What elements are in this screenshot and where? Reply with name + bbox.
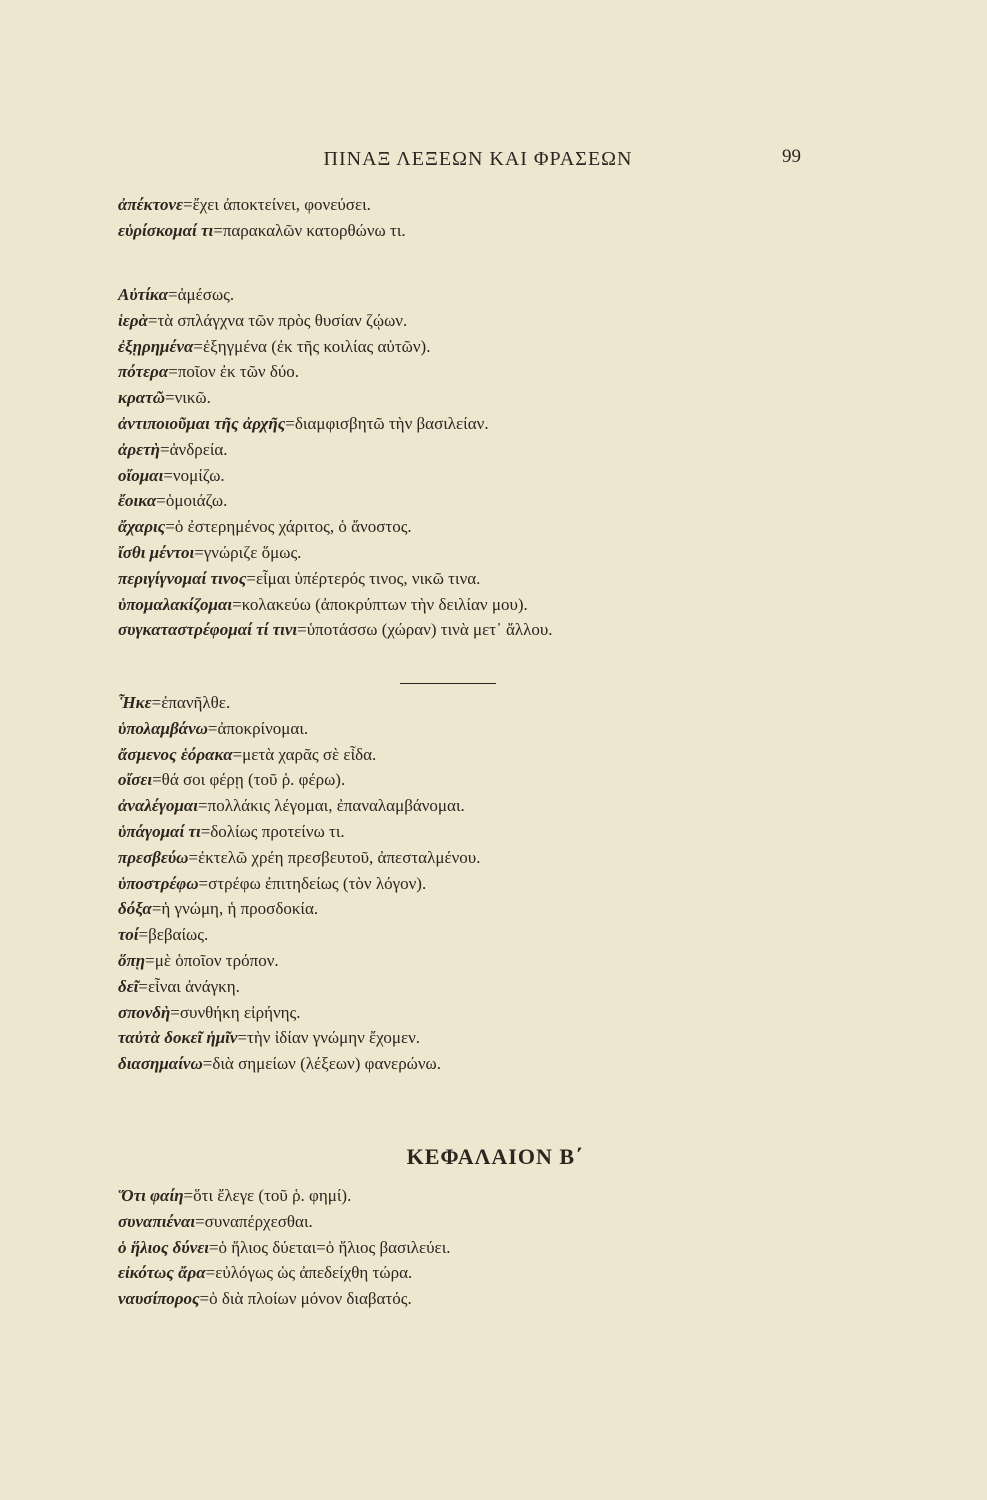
glossary-entry	[118, 1051, 858, 1077]
glossary-term: δόξα	[118, 899, 152, 919]
glossary-definition: =ἀνδρεία.	[160, 439, 228, 459]
glossary-term: κρατῶ	[118, 388, 166, 408]
glossary-term: ὑπάγομαί τι	[118, 821, 201, 841]
glossary-entry	[118, 617, 858, 643]
glossary-term: πότερα	[118, 362, 169, 382]
glossary-term: ὁ ἥλιος δύνει	[118, 1237, 209, 1257]
glossary-definition: =πολλάκις λέγομαι, ἐπαναλαμβάνομαι.	[198, 796, 465, 816]
glossary-entry	[118, 192, 858, 218]
glossary-term: ἴσθι μέντοι	[118, 542, 195, 562]
glossary-entry	[118, 845, 858, 871]
glossary-term: ἐξῃρημένα	[118, 336, 194, 356]
glossary-term: πρεσβεύω	[118, 847, 189, 867]
glossary-entry	[118, 385, 858, 411]
glossary-entry	[118, 592, 858, 618]
glossary-definition: =διὰ σημείων (λέξεων) φανερώνω.	[202, 1054, 441, 1074]
glossary-entry	[118, 948, 858, 974]
glossary-definition: =ἀμέσως.	[168, 285, 235, 304]
glossary-entry	[118, 334, 858, 360]
glossary-term: Ἧκε	[118, 693, 152, 712]
glossary-definition: =νομίζω.	[163, 465, 225, 485]
glossary-term: ὅπῃ	[118, 950, 146, 970]
glossary-definition: =ἀποκρίνομαι.	[207, 718, 309, 738]
glossary-term: ἀρετὴ	[118, 439, 161, 459]
glossary-entry	[118, 1260, 858, 1286]
glossary-entry	[118, 974, 858, 1000]
glossary-term: συναπιέναι	[118, 1211, 196, 1231]
glossary-entry	[118, 308, 858, 334]
glossary-definition: =διαμφισβητῶ τὴν βασιλείαν.	[285, 413, 489, 433]
glossary-definition: =ὑποτάσσω (χώραν) τινὰ μετ᾽ ἄλλου.	[297, 620, 553, 640]
glossary-term: ὑποστρέφω	[118, 873, 199, 893]
running-header: ΠΙΝΑΞ ΛΕΞΕΩΝ ΚΑΙ ΦΡΑΣΕΩΝ	[323, 148, 633, 170]
glossary-term: ἀναλέγομαι	[118, 796, 199, 816]
glossary-group-3	[118, 690, 858, 1077]
glossary-entry	[118, 819, 858, 845]
glossary-entry	[118, 1025, 858, 1051]
glossary-definition: =ἔχει ἀποκτείνει, φονεύσει.	[183, 195, 371, 214]
glossary-definition: =παρακαλῶν κατορθώνω τι.	[213, 220, 406, 240]
glossary-entry	[118, 282, 858, 308]
glossary-definition: =συνθήκη εἰρήνης.	[170, 1002, 301, 1022]
glossary-entry	[118, 1183, 858, 1209]
glossary-term: εὑρίσκομαί τι	[118, 220, 214, 240]
glossary-definition: =τὰ σπλάγχνα τῶν πρὸς θυσίαν ζῴων.	[147, 310, 408, 330]
glossary-definition: =ποῖον ἐκ τῶν δύο.	[168, 362, 300, 382]
glossary-term: ὑπολαμβάνω	[118, 718, 208, 738]
glossary-definition: =δολίως προτείνω τι.	[200, 821, 345, 841]
glossary-term: συγκαταστρέφομαί τί τινι	[118, 620, 298, 640]
chapter-heading: ΚΕΦΑΛΑΙΟΝ Β΄	[406, 1144, 584, 1169]
glossary-term: Αὐτίκα	[118, 285, 169, 304]
glossary-definition: =ὁ ἐστερημένος χάριτος, ὁ ἄνοστος.	[165, 517, 412, 537]
glossary-entry	[118, 1286, 858, 1312]
glossary-term: ταὐτὰ δοκεῖ ἡμῖν	[118, 1028, 238, 1048]
section-divider	[400, 683, 496, 684]
glossary-definition: =εἶμαι ὑπέρτερός τινος, νικῶ τινα.	[246, 568, 481, 588]
glossary-entry	[118, 218, 858, 244]
glossary-term: ναυσίπορος	[118, 1289, 200, 1309]
glossary-definition: =ἐξηγμένα (ἐκ τῆς κοιλίας αὐτῶν).	[193, 336, 431, 356]
glossary-entry	[118, 871, 858, 897]
glossary-entry	[118, 1235, 858, 1261]
glossary-entry	[118, 514, 858, 540]
glossary-entry	[118, 1000, 858, 1026]
glossary-definition: =στρέφω ἐπιτηδείως (τὸν λόγον).	[198, 873, 427, 893]
glossary-definition: =θά σοι φέρῃ (τοῦ ῥ. φέρω).	[152, 770, 346, 790]
glossary-group-4	[118, 1183, 858, 1312]
glossary-term: περιγίγνομαί τινος	[118, 568, 247, 588]
glossary-entry	[118, 742, 858, 768]
glossary-term: οἴομαι	[118, 465, 164, 485]
glossary-term: οἴσει	[118, 770, 153, 790]
glossary-definition: =κολακεύω (ἀποκρύπτων τὴν δειλίαν μου).	[232, 594, 528, 614]
glossary-entry	[118, 690, 858, 716]
glossary-definition: =νικῶ.	[165, 388, 211, 408]
glossary-term: Ὅτι φαίη	[118, 1186, 184, 1205]
glossary-definition: =εἶναι ἀνάγκη.	[138, 976, 240, 996]
glossary-term: διασημαίνω	[118, 1054, 203, 1074]
glossary-entry	[118, 540, 858, 566]
glossary-term: ἀπέκτονε	[118, 195, 183, 214]
glossary-definition: =μετὰ χαρᾶς σὲ εἶδα.	[232, 744, 377, 764]
glossary-entry	[118, 922, 858, 948]
glossary-entry	[118, 793, 858, 819]
glossary-entry	[118, 359, 858, 385]
glossary-entry	[118, 767, 858, 793]
glossary-entry	[118, 437, 858, 463]
glossary-definition: =τὴν ἰδίαν γνώμην ἔχομεν.	[237, 1028, 421, 1048]
glossary-group-1	[118, 192, 858, 244]
glossary-term: δεῖ	[118, 976, 139, 996]
glossary-term: ἔοικα	[118, 491, 157, 511]
glossary-term: εἰκότως ἄρα	[118, 1263, 206, 1283]
glossary-term: ἄχαρις	[118, 517, 166, 537]
page-number: 99	[782, 146, 801, 167]
glossary-definition: =βεβαίως.	[138, 925, 209, 945]
glossary-term: ὑπομαλακίζομαι	[118, 594, 233, 614]
glossary-definition: =γνώριζε ὅμως.	[194, 542, 302, 562]
glossary-definition: =ὁ ἥλιος δύεται=ὁ ἥλιος βασιλεύει.	[208, 1237, 451, 1257]
glossary-term: σπονδὴ	[118, 1002, 171, 1022]
glossary-term: τοί	[118, 925, 139, 945]
glossary-entry	[118, 411, 858, 437]
glossary-entry	[118, 896, 858, 922]
glossary-entry	[118, 488, 858, 514]
glossary-definition: =εὐλόγως ὡς ἀπεδείχθη τώρα.	[205, 1263, 413, 1283]
glossary-definition: =ὁ διὰ πλοίων μόνον διαβατός.	[199, 1289, 412, 1309]
glossary-definition: =ἐκτελῶ χρέη πρεσβευτοῦ, ἀπεσταλμένου.	[188, 847, 481, 867]
glossary-definition: =ἐπανῆλθε.	[151, 693, 231, 712]
glossary-definition: =μὲ ὁποῖον τρόπον.	[145, 950, 279, 970]
glossary-definition: =συναπέρχεσθαι.	[195, 1211, 313, 1231]
glossary-term: ἄσμενος ἑόρακα	[118, 744, 233, 764]
glossary-group-2	[118, 282, 858, 643]
glossary-entry	[118, 463, 858, 489]
glossary-definition: =ὁμοιάζω.	[156, 491, 228, 511]
glossary-entry	[118, 1209, 858, 1235]
glossary-term: ἱερὰ	[118, 310, 148, 330]
glossary-definition: =ἡ γνώμη, ἡ προσδοκία.	[151, 899, 319, 919]
glossary-entry	[118, 716, 858, 742]
glossary-entry	[118, 566, 858, 592]
glossary-term: ἀντιποιοῦμαι τῆς ἀρχῆς	[118, 413, 286, 433]
glossary-definition: =ὅτι ἔλεγε (τοῦ ῥ. φημί).	[183, 1186, 352, 1205]
